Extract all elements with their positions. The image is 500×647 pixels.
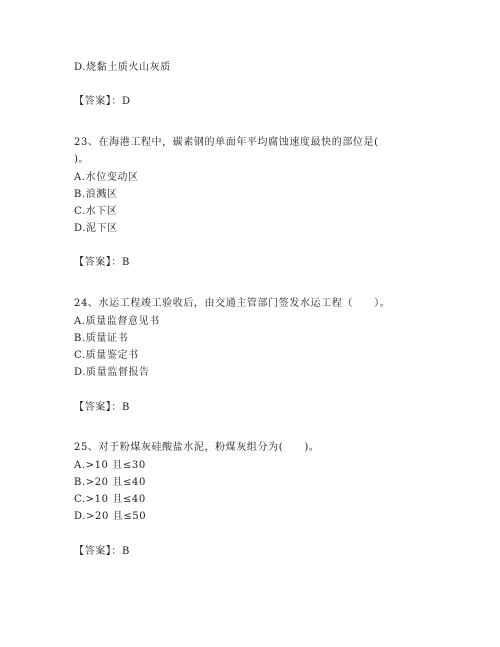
- option-b: B.>20 且≤40: [74, 477, 146, 488]
- question-stem: 24、水运工程竣工验收后，由交通主管部门签发水运工程（ ）。: [74, 298, 391, 309]
- option-d: D.烧黏土质火山灰质: [74, 62, 171, 73]
- question-stem: 25、对于粉煤灰硅酸盐水泥，粉煤灰组分为( )。: [74, 442, 320, 453]
- option-c: C.>10 且≤40: [74, 494, 146, 505]
- question-stem-continued: )。: [74, 154, 90, 165]
- option-a: A.水位变动区: [74, 172, 139, 183]
- option-a: A.质量监督意见书: [74, 316, 160, 327]
- option-d: D.泥下区: [74, 223, 118, 234]
- option-c: C.质量鉴定书: [74, 350, 139, 361]
- answer-line: 【答案】：B: [74, 257, 130, 268]
- answer-line: 【答案】：B: [74, 402, 130, 413]
- question-stem: 23、在海港工程中，碳素钢的单面年平均腐蚀速度最快的部位是(: [74, 137, 379, 148]
- option-a: A.>10 且≤30: [74, 460, 146, 471]
- option-d: D.>20 且≤50: [74, 511, 147, 522]
- option-c: C.水下区: [74, 206, 118, 217]
- option-b: B.浪溅区: [74, 189, 118, 200]
- option-b: B.质量证书: [74, 333, 129, 344]
- answer-line: 【答案】：D: [74, 96, 131, 107]
- answer-line: 【答案】：B: [74, 546, 130, 557]
- option-d: D.质量监督报告: [74, 367, 150, 378]
